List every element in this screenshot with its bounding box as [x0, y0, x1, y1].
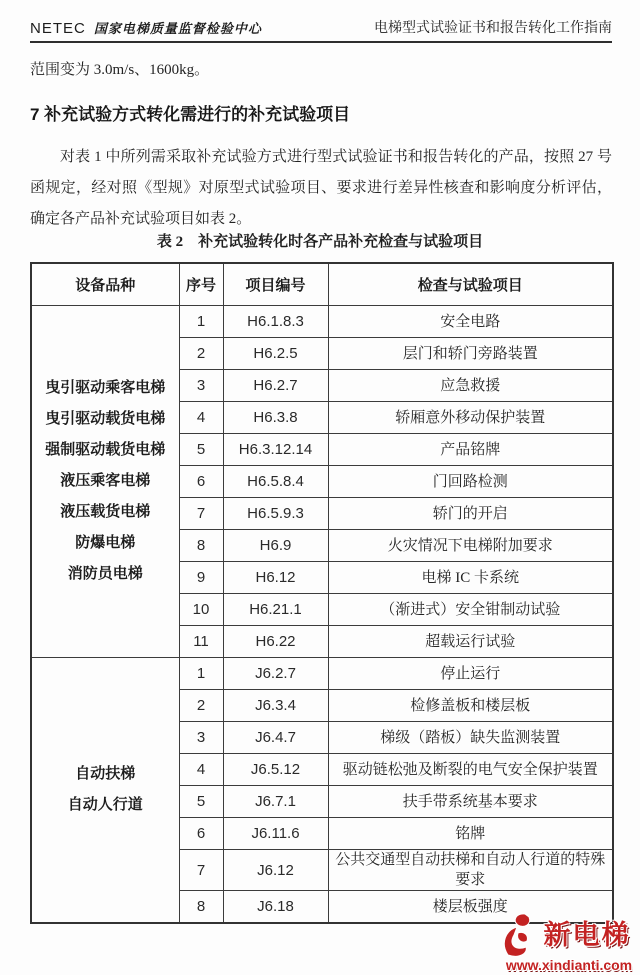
item-code-cell: H6.1.8.3	[223, 306, 328, 338]
row-number-cell: 2	[179, 690, 223, 722]
xindianti-figure-icon	[498, 913, 538, 959]
item-code-cell: H6.5.9.3	[223, 498, 328, 530]
test-item-cell: （渐进式）安全钳制动试验	[328, 594, 613, 626]
test-item-cell: 驱动链松弛及断裂的电气安全保护装置	[328, 754, 613, 786]
item-code-cell: J6.11.6	[223, 818, 328, 850]
col-header-test-item: 检查与试验项目	[328, 263, 613, 306]
col-header-number: 序号	[179, 263, 223, 306]
test-item-cell: 轿厢意外移动保护装置	[328, 402, 613, 434]
table-body	[31, 306, 613, 924]
row-number-cell: 3	[179, 370, 223, 402]
row-number-cell: 8	[179, 530, 223, 562]
intro-line: 范围变为 3.0m/s、1600kg。	[30, 62, 210, 78]
item-code-cell: J6.18	[223, 891, 328, 924]
table-header-row	[31, 263, 613, 306]
item-code-cell: J6.12	[223, 850, 328, 891]
row-number-cell: 5	[179, 786, 223, 818]
row-number-cell: 1	[179, 658, 223, 690]
test-item-cell: 公共交通型自动扶梯和自动人行道的特殊要求	[328, 850, 613, 891]
item-code-cell: H6.2.7	[223, 370, 328, 402]
test-item-cell: 安全电路	[328, 306, 613, 338]
equipment-kind-line: 液压乘客电梯	[60, 473, 151, 489]
item-code-cell: J6.7.1	[223, 786, 328, 818]
header-org-title: 国家电梯质量监督检验中心	[93, 21, 262, 36]
equipment-kind-line: 强制驱动载货电梯	[45, 442, 166, 458]
test-item-cell: 楼层板强度	[328, 891, 613, 924]
item-code-cell: H6.5.8.4	[223, 466, 328, 498]
test-item-cell: 电梯 IC 卡系统	[328, 562, 613, 594]
item-code-cell: H6.3.8	[223, 402, 328, 434]
row-number-cell: 6	[179, 466, 223, 498]
item-code-cell: H6.21.1	[223, 594, 328, 626]
item-code-cell: H6.9	[223, 530, 328, 562]
test-item-cell: 停止运行	[328, 658, 613, 690]
test-item-cell: 应急救援	[328, 370, 613, 402]
xindianti-watermark	[498, 911, 640, 975]
equipment-kind-line: 消防员电梯	[67, 566, 143, 582]
col-header-item-code: 项目编号	[223, 263, 328, 306]
row-number-cell: 9	[179, 562, 223, 594]
equipment-kind-line: 曳引驱动乘客电梯	[45, 380, 166, 396]
test-item-cell: 梯级（踏板）缺失监测装置	[328, 722, 613, 754]
table-row	[31, 306, 613, 338]
equipment-kind-line: 液压载货电梯	[60, 504, 151, 520]
body-paragraph: 对表 1 中所列需采取补充试验方式进行型式试验证书和报告转化的产品，按照 27 号函规定，经对照《型规》对原型式试验项目、要求进行差异性核查和影响度分析评估，确定各产品补充试验项目如表 2。	[30, 149, 612, 227]
test-item-cell: 超载运行试验	[328, 626, 613, 658]
equipment-kind-line: 自动人行道	[67, 797, 143, 813]
row-number-cell: 11	[179, 626, 223, 658]
page-header	[30, 12, 612, 43]
xindianti-brand-text: 新电梯	[543, 920, 631, 950]
row-number-cell: 5	[179, 434, 223, 466]
item-code-cell: J6.2.7	[223, 658, 328, 690]
test-item-cell: 门回路检测	[328, 466, 613, 498]
row-number-cell: 3	[179, 722, 223, 754]
equipment-kind-line: 曳引驱动载货电梯	[45, 411, 166, 427]
equipment-kind-line: 防爆电梯	[75, 535, 136, 551]
equipment-kind-line: 自动扶梯	[75, 766, 136, 782]
row-number-cell: 4	[179, 754, 223, 786]
section-heading: 7 补充试验方式转化需进行的补充试验项目	[30, 105, 351, 124]
supplementary-test-table	[30, 262, 614, 924]
test-item-cell: 扶手带系统基本要求	[328, 786, 613, 818]
netec-logo: NETEC	[30, 20, 86, 37]
test-item-cell: 层门和轿门旁路装置	[328, 338, 613, 370]
xindianti-url-text: www.xindianti.com	[505, 957, 633, 973]
item-code-cell: H6.2.5	[223, 338, 328, 370]
test-item-cell: 检修盖板和楼层板	[328, 690, 613, 722]
item-code-cell: H6.3.12.14	[223, 434, 328, 466]
item-code-cell: J6.4.7	[223, 722, 328, 754]
row-number-cell: 10	[179, 594, 223, 626]
item-code-cell: H6.22	[223, 626, 328, 658]
item-code-cell: H6.12	[223, 562, 328, 594]
table-caption: 表 2 补充试验转化时各产品补充检查与试验项目	[156, 234, 484, 250]
row-number-cell: 6	[179, 818, 223, 850]
row-number-cell: 7	[179, 850, 223, 891]
item-code-cell: J6.5.12	[223, 754, 328, 786]
table-row	[31, 658, 613, 690]
item-code-cell: J6.3.4	[223, 690, 328, 722]
test-item-cell: 火灾情况下电梯附加要求	[328, 530, 613, 562]
row-number-cell: 8	[179, 891, 223, 924]
equipment-kind-cell	[31, 658, 179, 924]
row-number-cell: 1	[179, 306, 223, 338]
col-header-equipment: 设备品种	[31, 263, 179, 306]
header-doc-title: 电梯型式试验证书和报告转化工作指南	[374, 21, 612, 36]
header-left	[30, 18, 262, 37]
row-number-cell: 7	[179, 498, 223, 530]
test-item-cell: 产品铭牌	[328, 434, 613, 466]
row-number-cell: 2	[179, 338, 223, 370]
row-number-cell: 4	[179, 402, 223, 434]
equipment-kind-cell	[31, 306, 179, 658]
test-item-cell: 轿门的开启	[328, 498, 613, 530]
test-item-cell: 铭牌	[328, 818, 613, 850]
